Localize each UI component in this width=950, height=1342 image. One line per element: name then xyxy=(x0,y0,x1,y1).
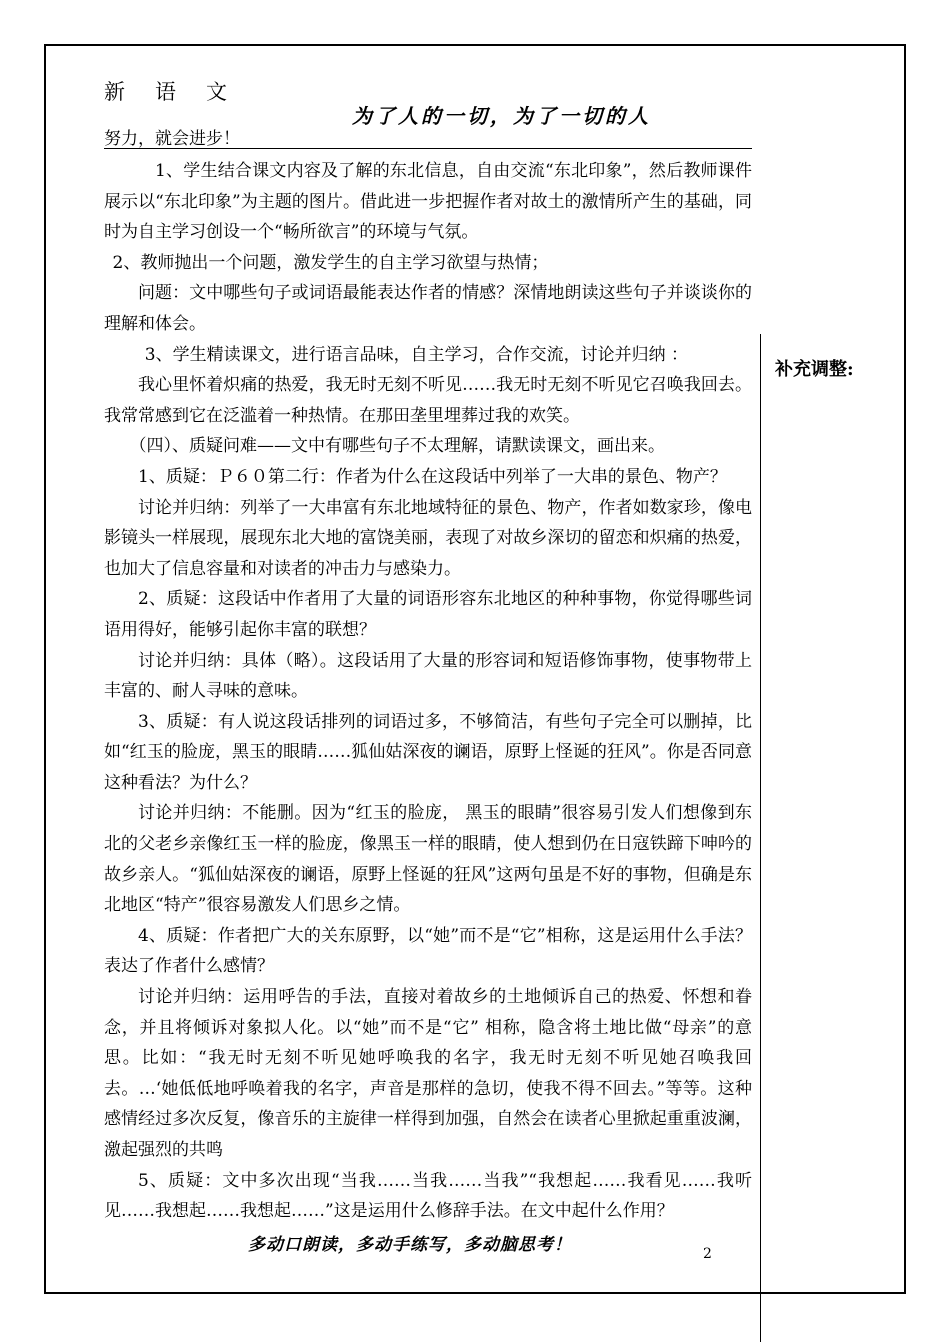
paragraph: 5、质疑：文中多次出现“当我……当我……当我”“我想起……我看见……我听见……我想起……我想起……”这是运用什么修辞手法。在文中起什么作用？ xyxy=(104,1170,752,1222)
paragraph: 2、教师抛出一个问题，激发学生的自主学习欲望与热情； xyxy=(112,252,549,273)
paragraph: 3、质疑：有人说这段话排列的词语过多，不够简洁，有些句子完全可以删掉，比如“红玉的脸庞，黑玉的眼睛……狐仙姑深夜的谰语，原野上怪诞的狂风”。你是否同意这种看法？为什么？ xyxy=(104,711,752,793)
paragraph: 1、学生结合课文内容及了解的东北信息，自由交流“东北印象”，然后教师课件展示以“东北印象”为主题的图片。借此进一步把握作者对故土的激情所产生的基础，同时为自主学习创设一个“畅所欲言”的环境与气氛。 xyxy=(104,161,752,243)
paragraph: 讨论并归纳：不能删。因为“红玉的脸庞， 黑玉的眼睛”很容易引发人们想像到东北的父老乡亲像红玉一样的脸庞，像黑玉一样的眼睛，使人想到仍在日寇铁蹄下呻吟的故乡亲人。“狐仙姑深夜的谰语，原野上怪诞的狂风”这两句虽是不好的事物，但确是东北地区“特产”很容易激发人们思乡之情。 xyxy=(104,803,752,916)
brand-title: 新语文 xyxy=(104,80,257,104)
paragraph: 1、质疑：Ｐ６０第二行：作者为什么在这段话中列举了一大串的景色、物产？ xyxy=(138,466,727,487)
margin-divider xyxy=(760,334,761,1342)
section-heading: （四）、质疑问难——文中有哪些句子不太理解，请默读课文，画出来。 xyxy=(129,436,665,457)
paragraph: 讨论并归纳：具体（略）。这段话用了大量的形容词和短语修饰事物，使事物带上丰富的、耐人寻味的意味。 xyxy=(104,650,752,702)
header-slogan: 为了人的一切，为了一切的人 xyxy=(352,104,651,128)
paragraph: 我心里怀着炽痛的热爱，我无时无刻不听见……我无时无刻不听见它召唤我回去。我常常感到它在泛滥着一种热情。在那田垄里埋葬过我的欢笑。 xyxy=(104,375,752,426)
paragraph: 4、质疑：作者把广大的关东原野，以“她”而不是“它”相称，这是运用什么手法？表达了作者什么感情？ xyxy=(104,925,752,977)
paragraph: 2、质疑：这段话中作者用了大量的词语形容东北地区的种种事物，你觉得哪些词语用得好，能够引起你丰富的联想？ xyxy=(104,589,752,640)
document-body xyxy=(104,156,752,1227)
paragraph: 问题：文中哪些句子或词语最能表达作者的情感？深情地朗读这些句子并谈谈你的理解和体会。 xyxy=(104,283,752,334)
paragraph: 讨论并归纳：运用呼告的手法，直接对着故乡的土地倾诉自己的热爱、怀想和眷念，并且将倾诉对象拟人化。以“她”而不是“它” 相称，隐含将土地比做“母亲”的意思。比如：“我无时无刻不听见她呼唤我的名字，我无时无刻不听见她召唤我回去。…‘她低低地呼唤着我的名字，声音是那样的急切，使我不得不回去。”等等。这种感情经过多次反复，像音乐的主旋律一样得到加强，自然会在读者心里掀起重重波澜，激起强烈的共鸣 xyxy=(104,987,752,1160)
header-rule xyxy=(104,148,752,149)
header-motto: 努力，就会进步！ xyxy=(104,129,240,149)
page-number: 2 xyxy=(703,1246,712,1262)
paragraph: 讨论并归纳：列举了一大串富有东北地域特征的景色、物产，作者如数家珍，像电影镜头一样展现，展现东北大地的富饶美丽，表现了对故乡深切的留恋和炽痛的热爱，也加大了信息容量和对读者的冲击力与感染力。 xyxy=(104,497,752,579)
footer-slogan: 多动口朗读，多动手练写，多动脑思考！ xyxy=(248,1235,572,1255)
side-note-label: 补充调整: xyxy=(775,359,854,380)
paragraph: 3、学生精读课文，进行语言品味，自主学习，合作交流，讨论并归纳 ： xyxy=(144,344,689,365)
